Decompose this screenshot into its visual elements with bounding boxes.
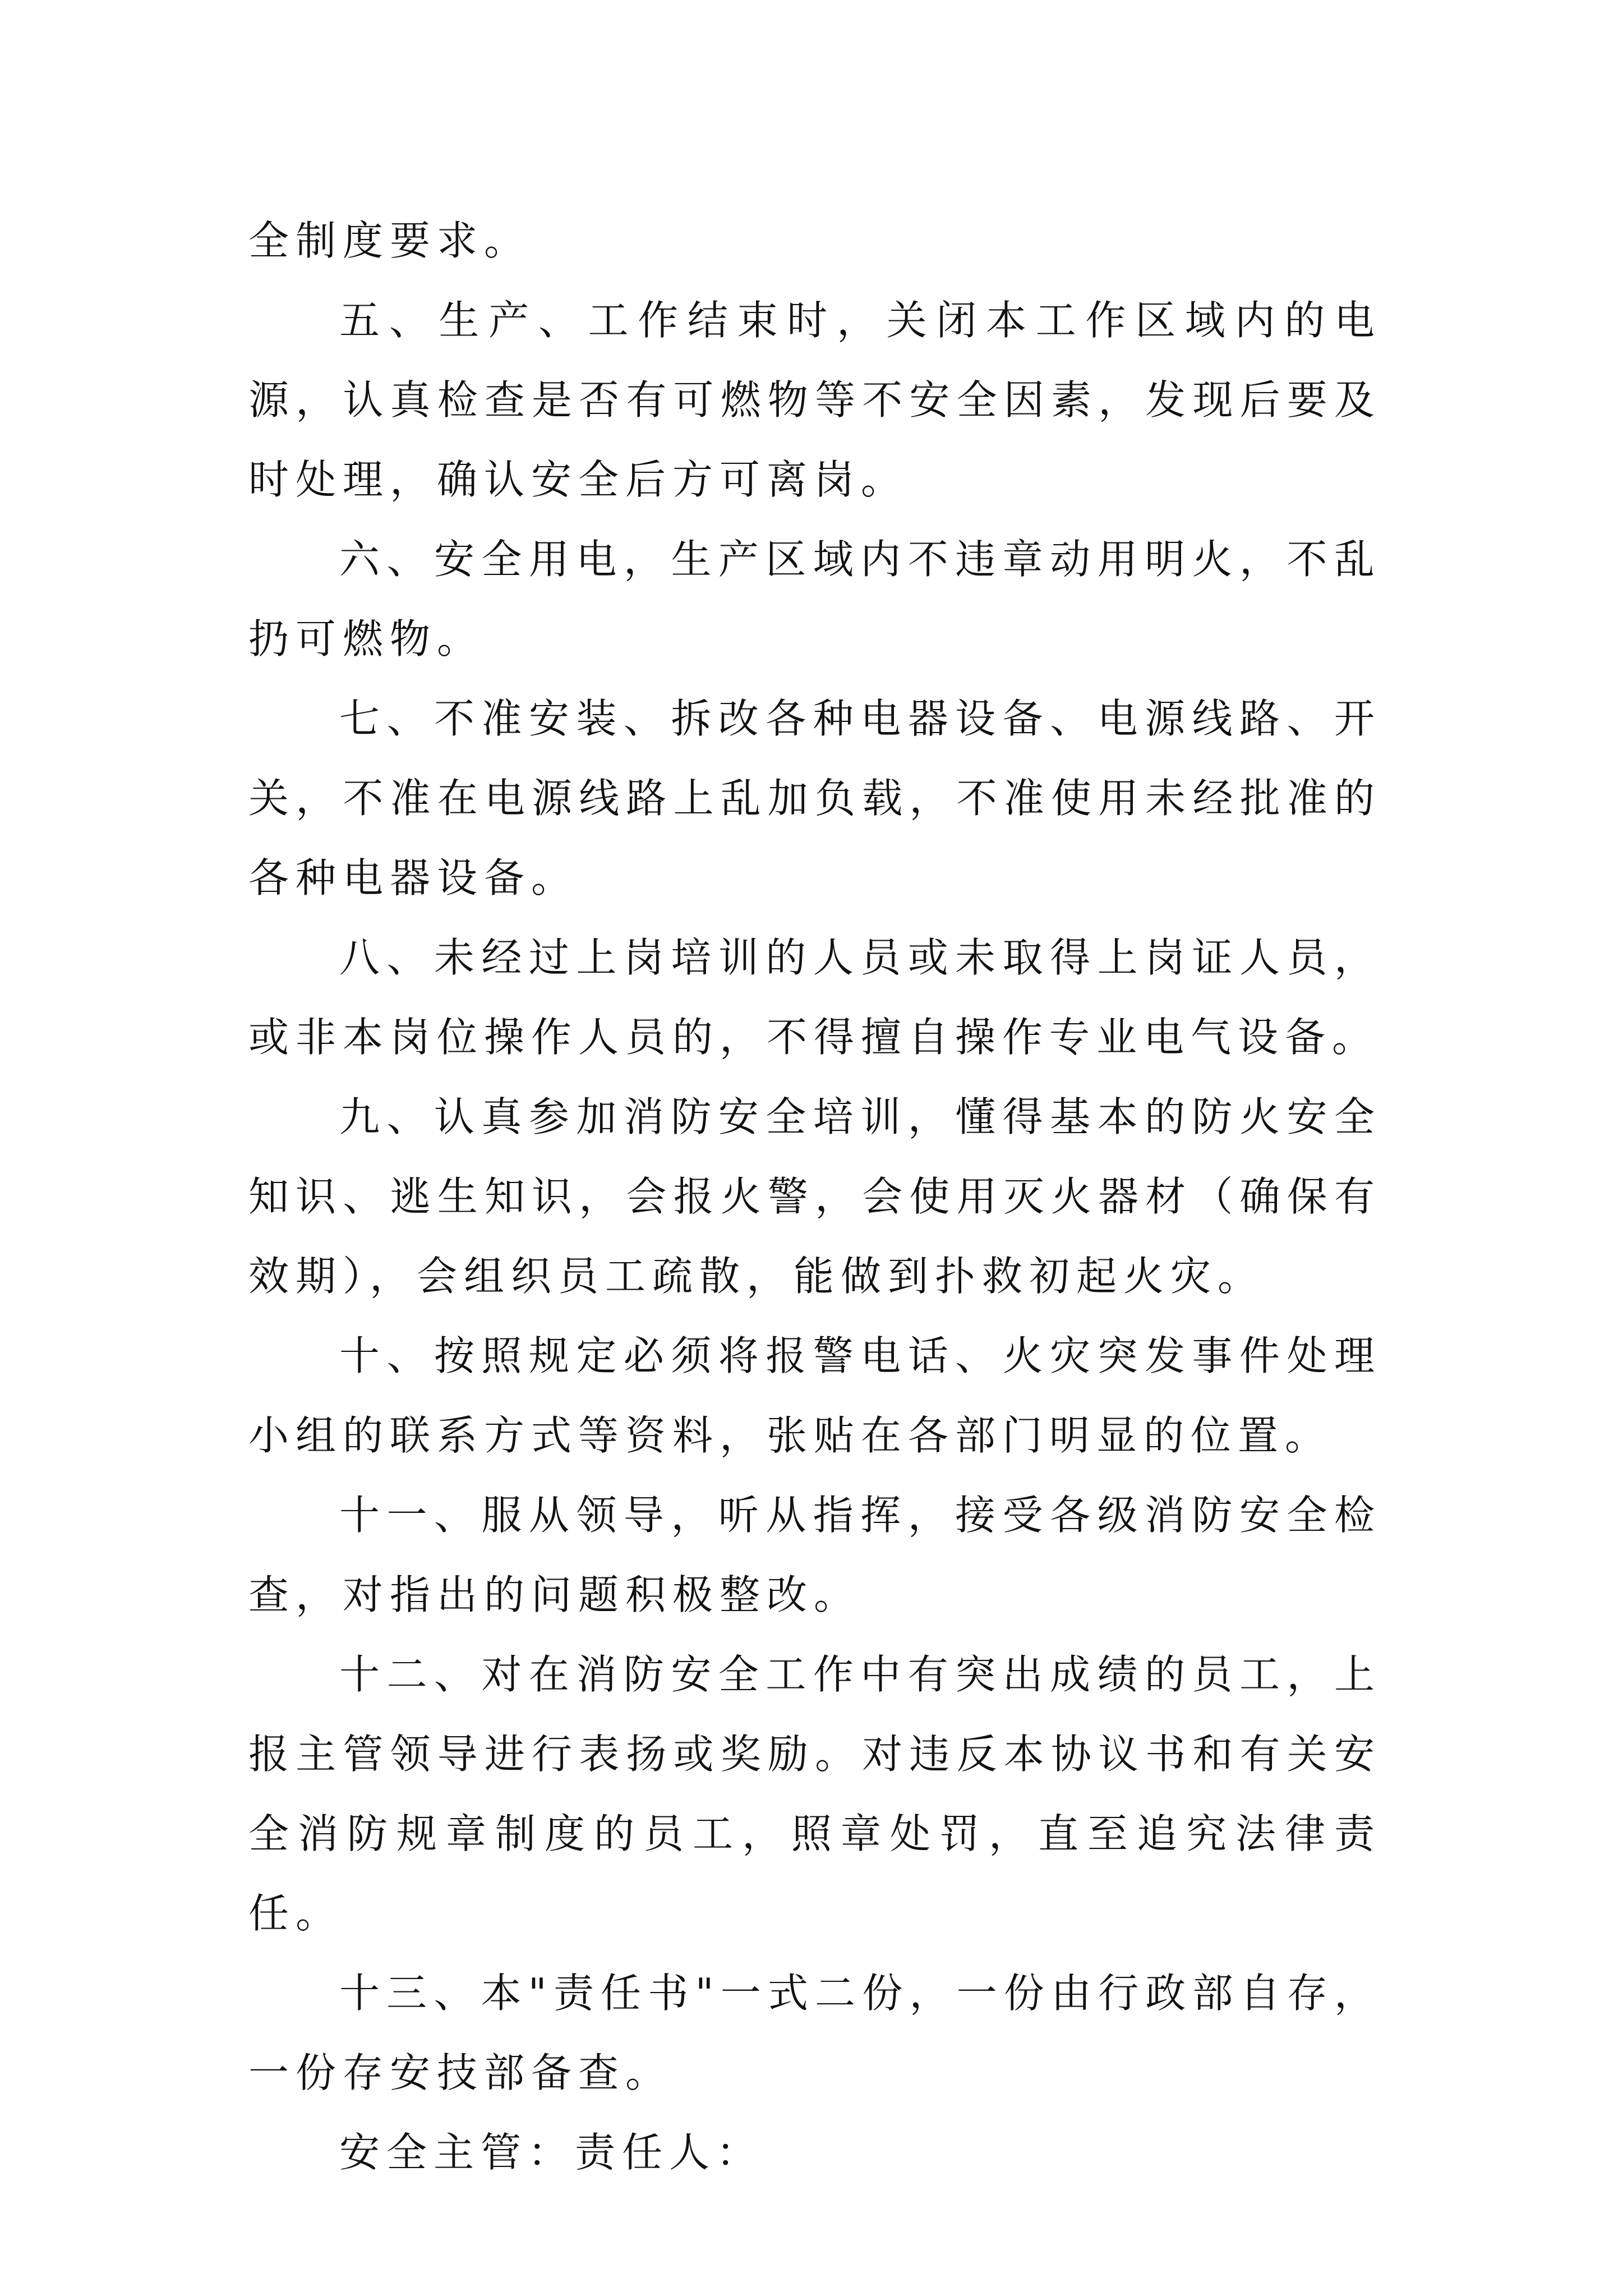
- paragraph-clause-10: 十、按照规定必须将报警电话、火灾突发事件处理小组的联系方式等资料，张贴在各部门明显的位置。: [248, 1332, 1381, 1459]
- document-body: [248, 201, 1381, 2192]
- paragraph-clause-7: 七、不准安装、拆改各种电器设备、电源线路、开关，不准在电源线路上乱加负载，不准使用未经批准的各种电器设备。: [248, 695, 1381, 901]
- paragraph-clause-5: 五、生产、工作结束时，关闭本工作区域内的电源，认真检查是否有可燃物等不安全因素，发现后要及时处理，确认安全后方可离岗。: [248, 297, 1381, 503]
- paragraph-clause-11: 十一、服从领导，听从指挥，接受各级消防安全检查，对指出的问题积极整改。: [248, 1492, 1381, 1618]
- paragraph-clause-13: 十三、本"责任书"一式二份，一份由行政部自存，一份存安技部备查。: [248, 1970, 1381, 2096]
- signature-line: 安全主管：责任人：: [339, 2129, 764, 2176]
- paragraph-clause-6: 六、安全用电，生产区域内不违章动用明火，不乱扔可燃物。: [248, 536, 1381, 662]
- paragraph-continuation: 全制度要求。: [248, 217, 532, 264]
- paragraph-clause-12: 十二、对在消防安全工作中有突出成绩的员工，上报主管领导进行表扬或奖励。对违反本协议书和有关安全消防规章制度的员工，照章处罚，直至追究法律责任。: [248, 1651, 1381, 1937]
- paragraph-clause-8: 八、未经过上岗培训的人员或未取得上岗证人员，或非本岗位操作人员的，不得擅自操作专业电气设备。: [248, 934, 1381, 1061]
- paragraph-clause-9: 九、认真参加消防安全培训，懂得基本的防火安全知识、逃生知识，会报火警，会使用灭火器材（确保有效期），会组织员工疏散，能做到扑救初起火灾。: [248, 1093, 1381, 1300]
